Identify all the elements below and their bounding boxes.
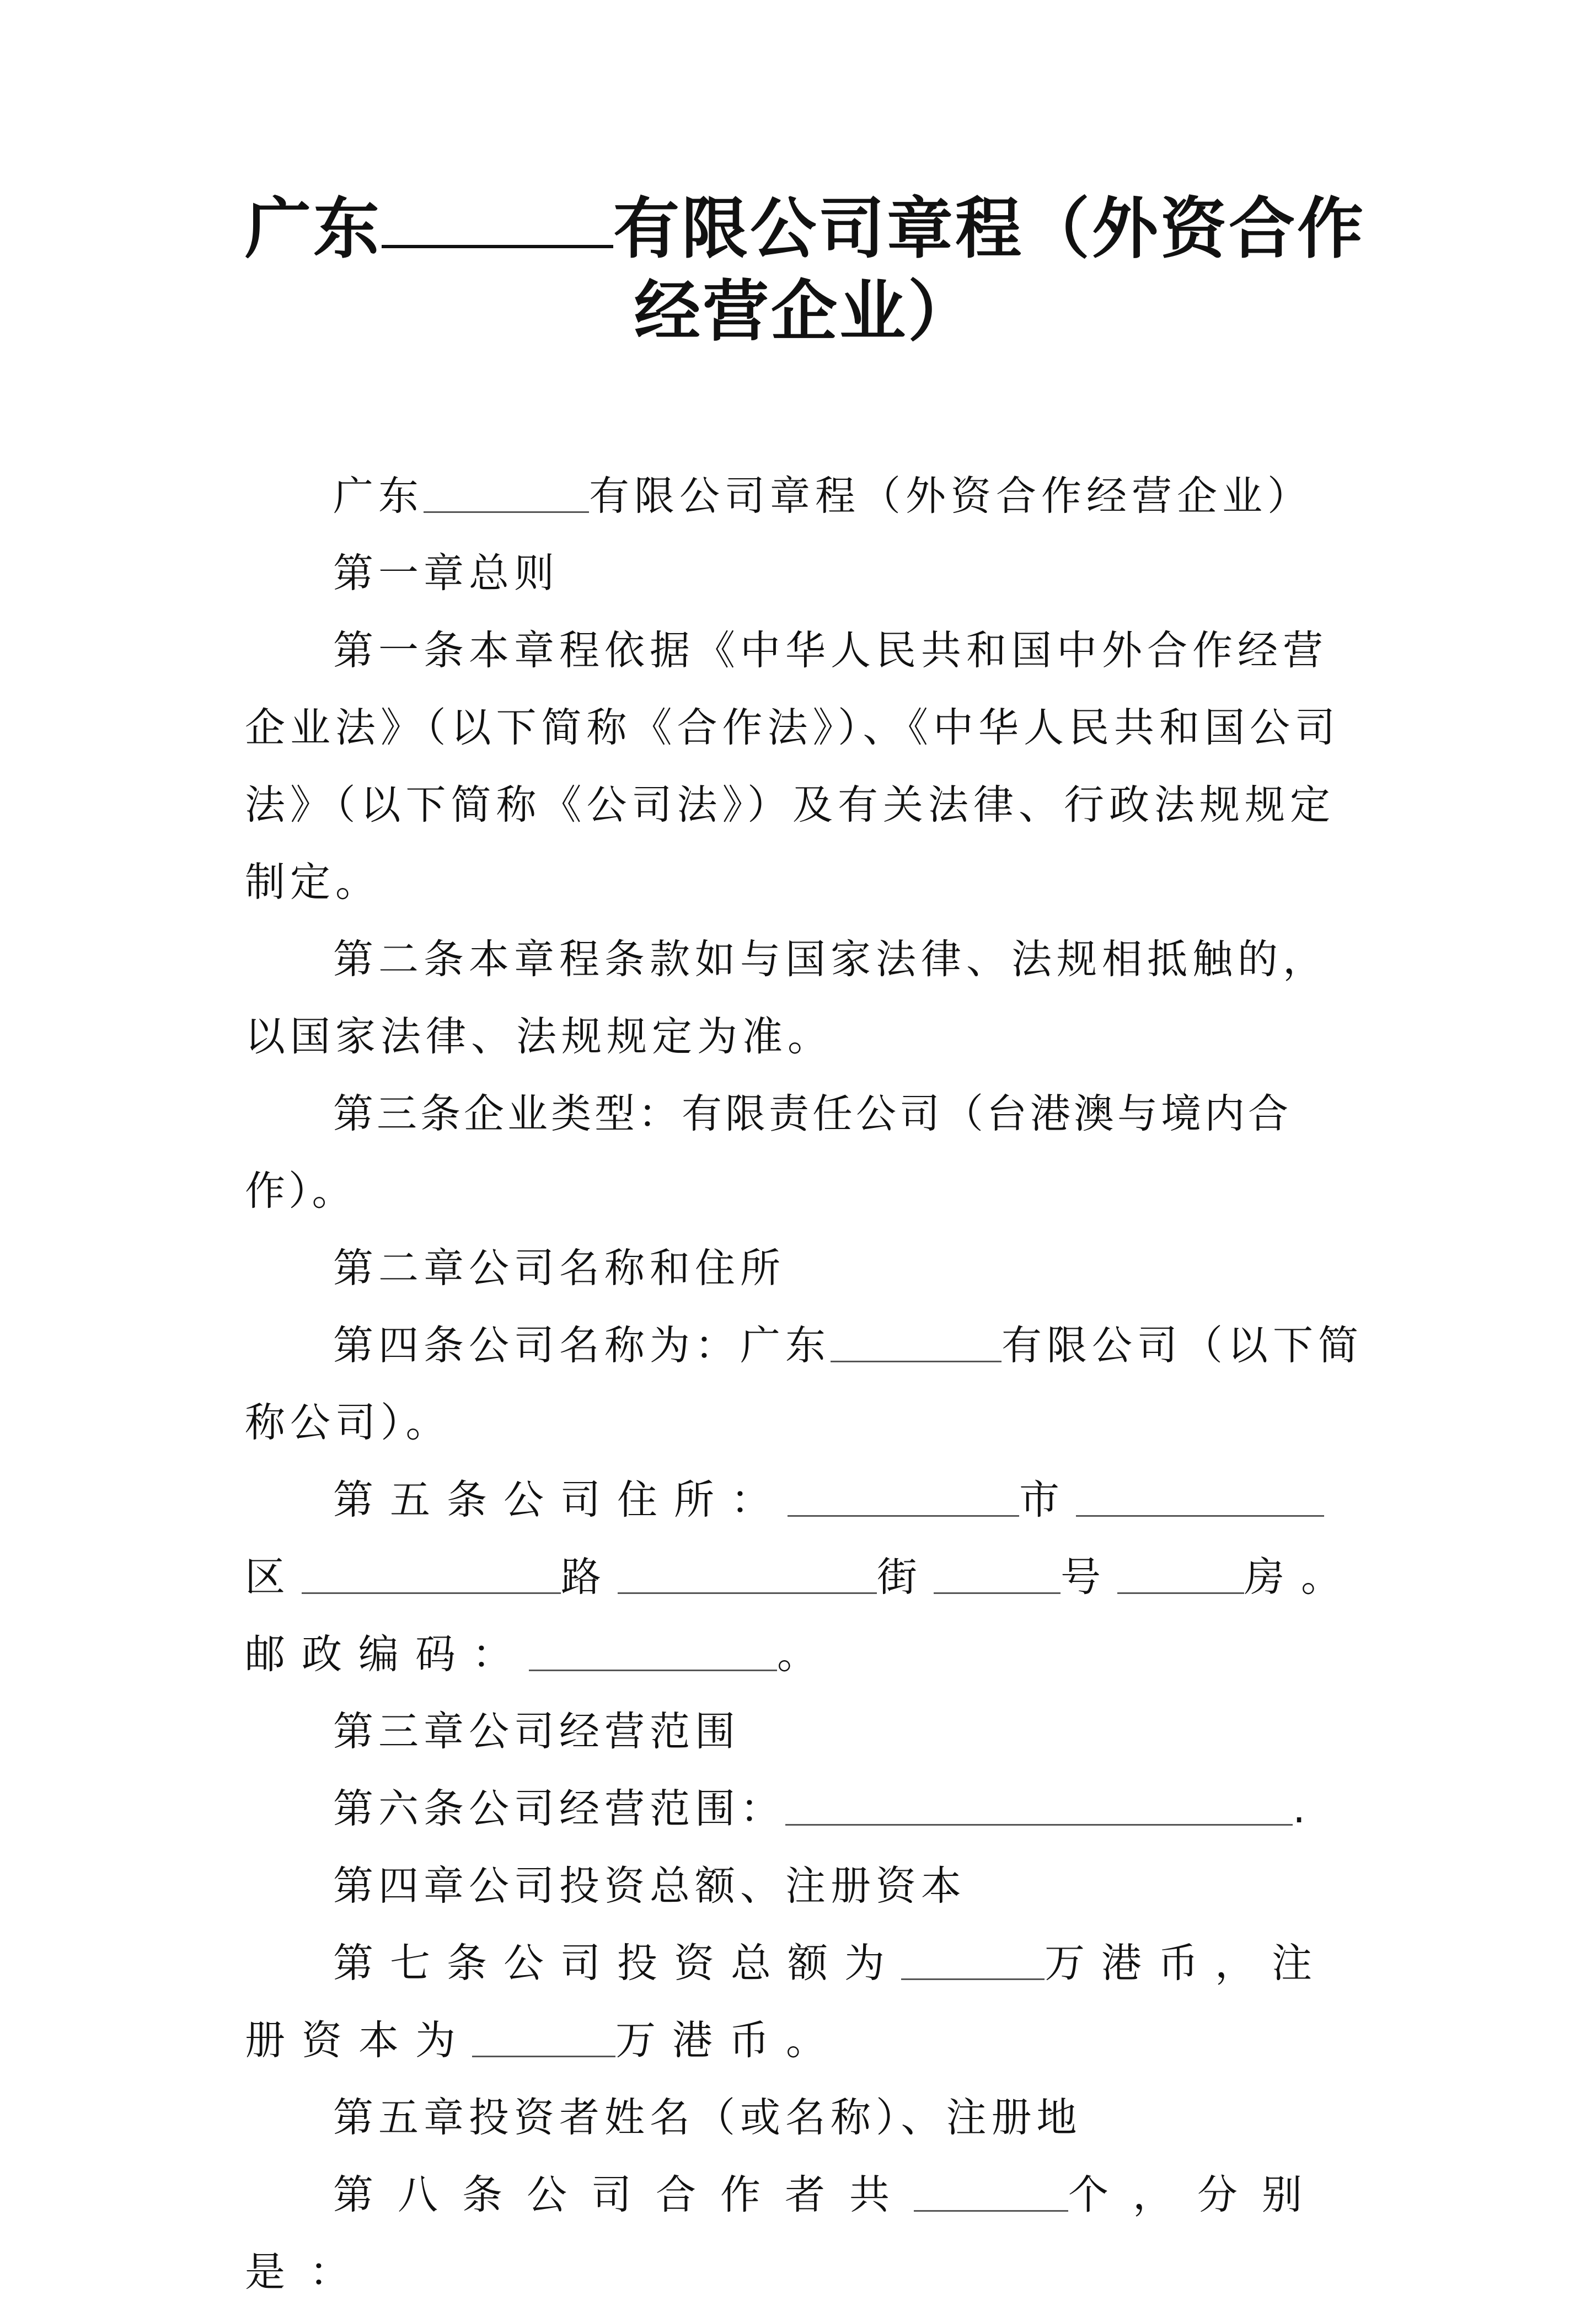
blank-line [618, 1554, 877, 1594]
document-title [243, 188, 1368, 353]
blank-line [424, 473, 589, 513]
paragraph-heading [245, 458, 1370, 535]
article-paragraph [245, 1770, 1370, 1848]
text-span: 万港币，注册资本为 [245, 1940, 1329, 2064]
blank-line [1076, 1477, 1324, 1517]
text-span: . [1293, 1785, 1311, 1832]
text-span: 万港币。 [615, 2017, 843, 2064]
article-paragraph [245, 1307, 1370, 1462]
text-span: 区 [245, 1554, 302, 1601]
text-span: 有限公司章程（外资合作经营企业） [589, 473, 1313, 520]
text-span: 房。邮政编码： [245, 1554, 1358, 1678]
blank-line [529, 1631, 777, 1671]
title-text-2: 有限公司章程（外资合作经营 [613, 190, 1365, 350]
chapter-heading: 第一章总则 [333, 550, 559, 597]
blank-line [1117, 1554, 1244, 1594]
text-span: 街 [877, 1554, 934, 1601]
text-span: 第八条公司合作者共 [333, 2171, 914, 2218]
blank-line [785, 1785, 1293, 1826]
chapter-heading: 第四章公司投资总额、注册资本 [333, 1863, 966, 1909]
title-text-1: 广东 [245, 190, 382, 268]
blank-line [914, 2171, 1068, 2212]
article-paragraph [245, 1462, 1370, 1693]
article-paragraph: 第三条企业类型：有限责任公司（台港澳与境内合作）。 [245, 1090, 1292, 1215]
document-body [245, 458, 1370, 2311]
chapter-heading: 第三章公司经营范围 [333, 1708, 740, 1755]
blank-line [901, 1940, 1045, 1980]
text-span: 。 [777, 1631, 834, 1678]
blank-line [472, 2017, 615, 2057]
article-paragraph: 第一条本章程依据《中华人民共和国中外合作经营企业法》（以下简称《合作法》）、《中华人民共和国公司法》（以下简称《公司法》）及有关法律、行政法规规定制定。 [245, 627, 1340, 906]
chapter-heading: 第二章公司名称和住所 [333, 1245, 785, 1292]
blank-line [831, 1322, 1001, 1362]
text-span: 第七条公司投资总额为 [333, 1940, 901, 1987]
text-span: 个，分别是： [245, 2171, 1326, 2296]
article-paragraph [245, 1925, 1370, 2079]
article-paragraph: 第二条本章程条款如与国家法律、法规相抵触的，以国家法律、法规规定为准。 [245, 936, 1328, 1060]
title-text-3: 企业） [771, 272, 976, 350]
text-span: 广东 [333, 473, 424, 520]
text-span: 路 [561, 1554, 618, 1601]
text-span: 号 [1061, 1554, 1117, 1601]
blank-line [934, 1554, 1061, 1594]
text-span: 有限公司（以下简称公司）。 [245, 1322, 1363, 1446]
blank-line [302, 1554, 561, 1594]
text-span: 市 [1019, 1477, 1076, 1523]
blank-line [788, 1477, 1019, 1517]
chapter-heading: 第五章投资者姓名（或名称）、注册地 [333, 2094, 1082, 2141]
text-span: 第四条公司名称为：广东 [333, 1322, 831, 1369]
title-blank [382, 190, 613, 248]
article-paragraph [245, 2157, 1370, 2311]
text-span: 第五条公司住所： [333, 1477, 788, 1523]
text-span: 第六条公司经营范围： [333, 1785, 785, 1832]
